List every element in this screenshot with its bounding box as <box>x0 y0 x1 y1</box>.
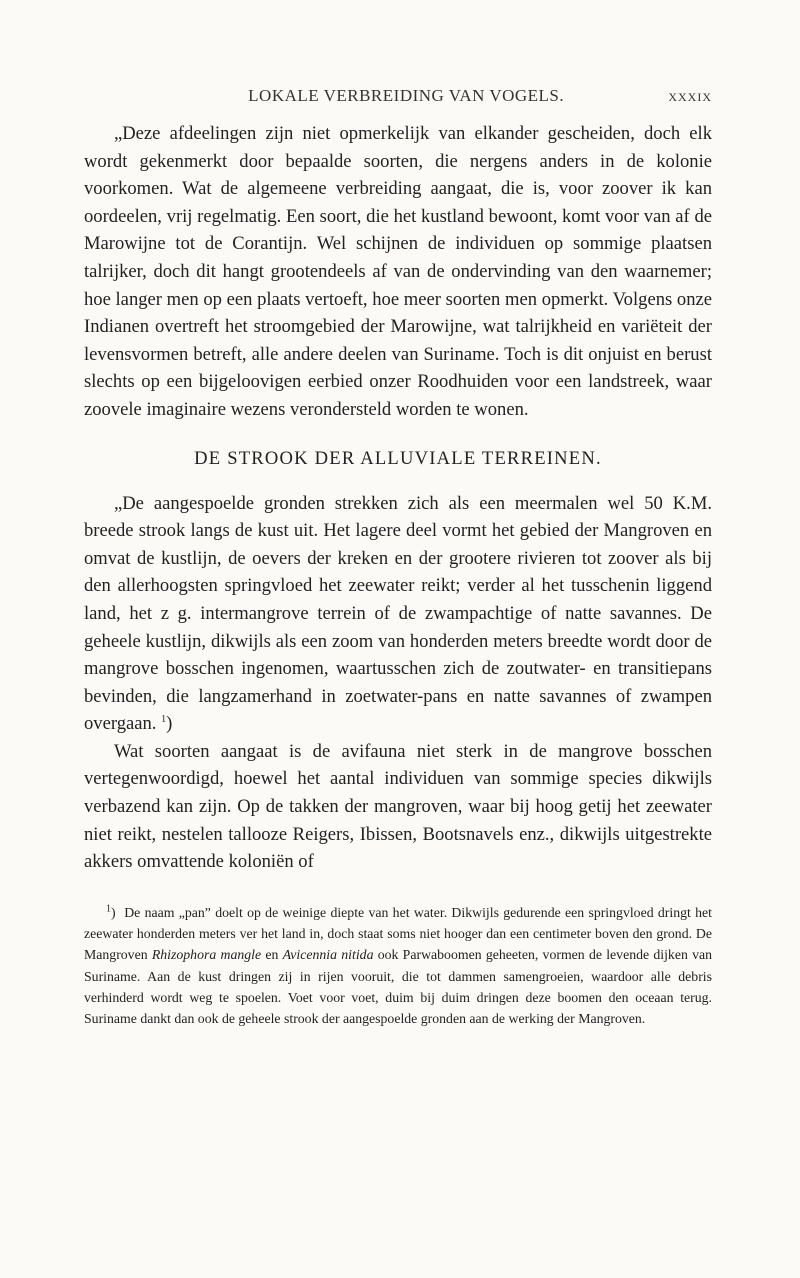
paragraph-2: „De aangespoelde gronden strekken zich als een meermalen wel 50 K.M. breede strook langs de kust uit. Het lagere deel vormt het gebied der Mangroven en omvat de kustlijn, de oevers der kreken en der grootere rivieren tot zoover als bij den allerhoogsten springvloed het zeewater reikt; verder al het tusschenin liggend land, het z g. intermangrove terrein of de zwampachtige of natte savannes. De geheele kustlijn, dikwijls als een zoom van honderden meters breedte wordt door de mangrove bosschen ingenomen, waartusschen zich de zoutwater- en transitiepans bevinden, die langzamerhand in zoetwater-pans en natte savannes of zwampen overgaan. $^1$) <box>84 492 712 735</box>
species-rhizophora: Rhizophora mangle <box>151 947 262 963</box>
footnote-marker: 1 <box>106 903 111 915</box>
section-title: DE STROOK DER ALLUVIALE TERREINEN. <box>194 447 602 469</box>
species-avicennia: Avicennia nitida <box>282 947 374 963</box>
paragraph-1: „Deze afdeelingen zijn niet opmerkelijk van elkander gescheiden, doch elk wordt gekenmerkt door bepaalde soorten, die nergens anders in de kolonie voorkomen. Wat de algemeene verbreiding aangaat, die is, voor zoover ik kan oordeelen, vrij regelmatig. Een soort, die het kustland bewoont, komt voor van af de Marowijne tot de Corantijn. Wel schijnen de individuen op sommige plaatsen talrijker, doch dit hangt grootendeels af van de ondervinding van den waarnemer; hoe langer men op een plaats vertoeft, hoe meer soorten men opmerkt. Volgens onze Indianen overtreft het stroomgebied der Marowijne, wat talrijkheid en variëteit der levensvormen betreft, alle andere deelen van Suriname. Toch is dit onjuist en berust slechts op een bijgeloovigen eerbied onzer Roodhuiden voor een landstreek, waar zoovele imaginaire wezens verondersteld worden te wonen. <box>84 123 712 420</box>
paragraph-2-text: „De aangespoelde gronden strekken zich als een meermalen wel 50 K.M. breede strook langs de kust uit. Het lagere deel vormt het gebied der Mangroven en omvat de kustlijn, de oevers der kreken en der grootere rivieren tot zoover als bij den allerhoogsten springvloed het zeewater reikt; verder al het tusschenin liggend land, het z g. intermangrove terrein of de zwampachtige of natte savannes. De geheele kustlijn, dikwijls als een zoom van honderden meters breedte wordt door de mangrove bosschen ingenomen, waartusschen zich de zoutwater- en transitiepans bevinden, die langzamerhand in zoetwater-pans en natte savannes of zwampen overgaan. <box>84 492 712 735</box>
footnote: $^1$) De naam „pan” doelt op de weinige diepte van het water. Dikwijls gedurende een springvloed dringt het zeewater honderden meters ver het land in, doch staat soms niet hooger dan een centimeter boven den grond. De Mangroven Rhizophora mangle en Avicennia nitida ook Parwaboomen geheeten, vormen de levende dijken van Suriname. Aan de kust dringen zij in rijen vooruit, die tot dammen samengroeien, waardoor alle debris verhinderd wordt weg te spoelen. Voet voor voet, duim bij duim dringen deze boomen den oceaan terug. Suriname dankt dan ook de geheele strook der aangespoelde gronden aan de werking der Mangroven. <box>84 903 713 1027</box>
footnote-text-2: en <box>265 947 279 963</box>
book-page <box>84 86 712 1030</box>
running-title: LOKALE VERBREIDING VAN VOGELS. <box>248 86 565 105</box>
footnote-text-3: ook Parwaboomen geheeten, vormen de levende dijken van Suriname. Aan de kust dringen zij in rijen vooruit, die tot dammen samengroeien, waardoor alle debris verhinderd wordt weg te spoelen. Voet voor voet, duim bij duim dringen deze boomen den oceaan terug. Suriname dankt dan ook de geheele strook der aangespoelde gronden aan de werking der Mangroven. <box>84 947 713 1027</box>
paragraph-3: Wat soorten aangaat is de avifauna niet sterk in de mangrove bosschen vertegenwoordigd, hoewel het aantal individuen van sommige species dikwijls verbazend kan zijn. Op de takken der mangroven, waar bij hoog getij het zeewater niet reikt, nestelen tallooze Reigers, Ibissen, Bootsnavels enz., dikwijls uitgestrekte akkers omvattende koloniën of <box>84 740 712 873</box>
footnote-reference: 1 <box>161 714 167 726</box>
page-number: XXXIX <box>668 90 712 104</box>
footnote-text-1: De naam „pan” doelt op de weinige diepte van het water. Dikwijls gedurende een springvloed dringt het zeewater honderden meters ver het land in, doch staat soms niet hooger dan een centimeter boven den grond. De Mangroven <box>84 904 712 963</box>
running-header <box>84 86 712 106</box>
